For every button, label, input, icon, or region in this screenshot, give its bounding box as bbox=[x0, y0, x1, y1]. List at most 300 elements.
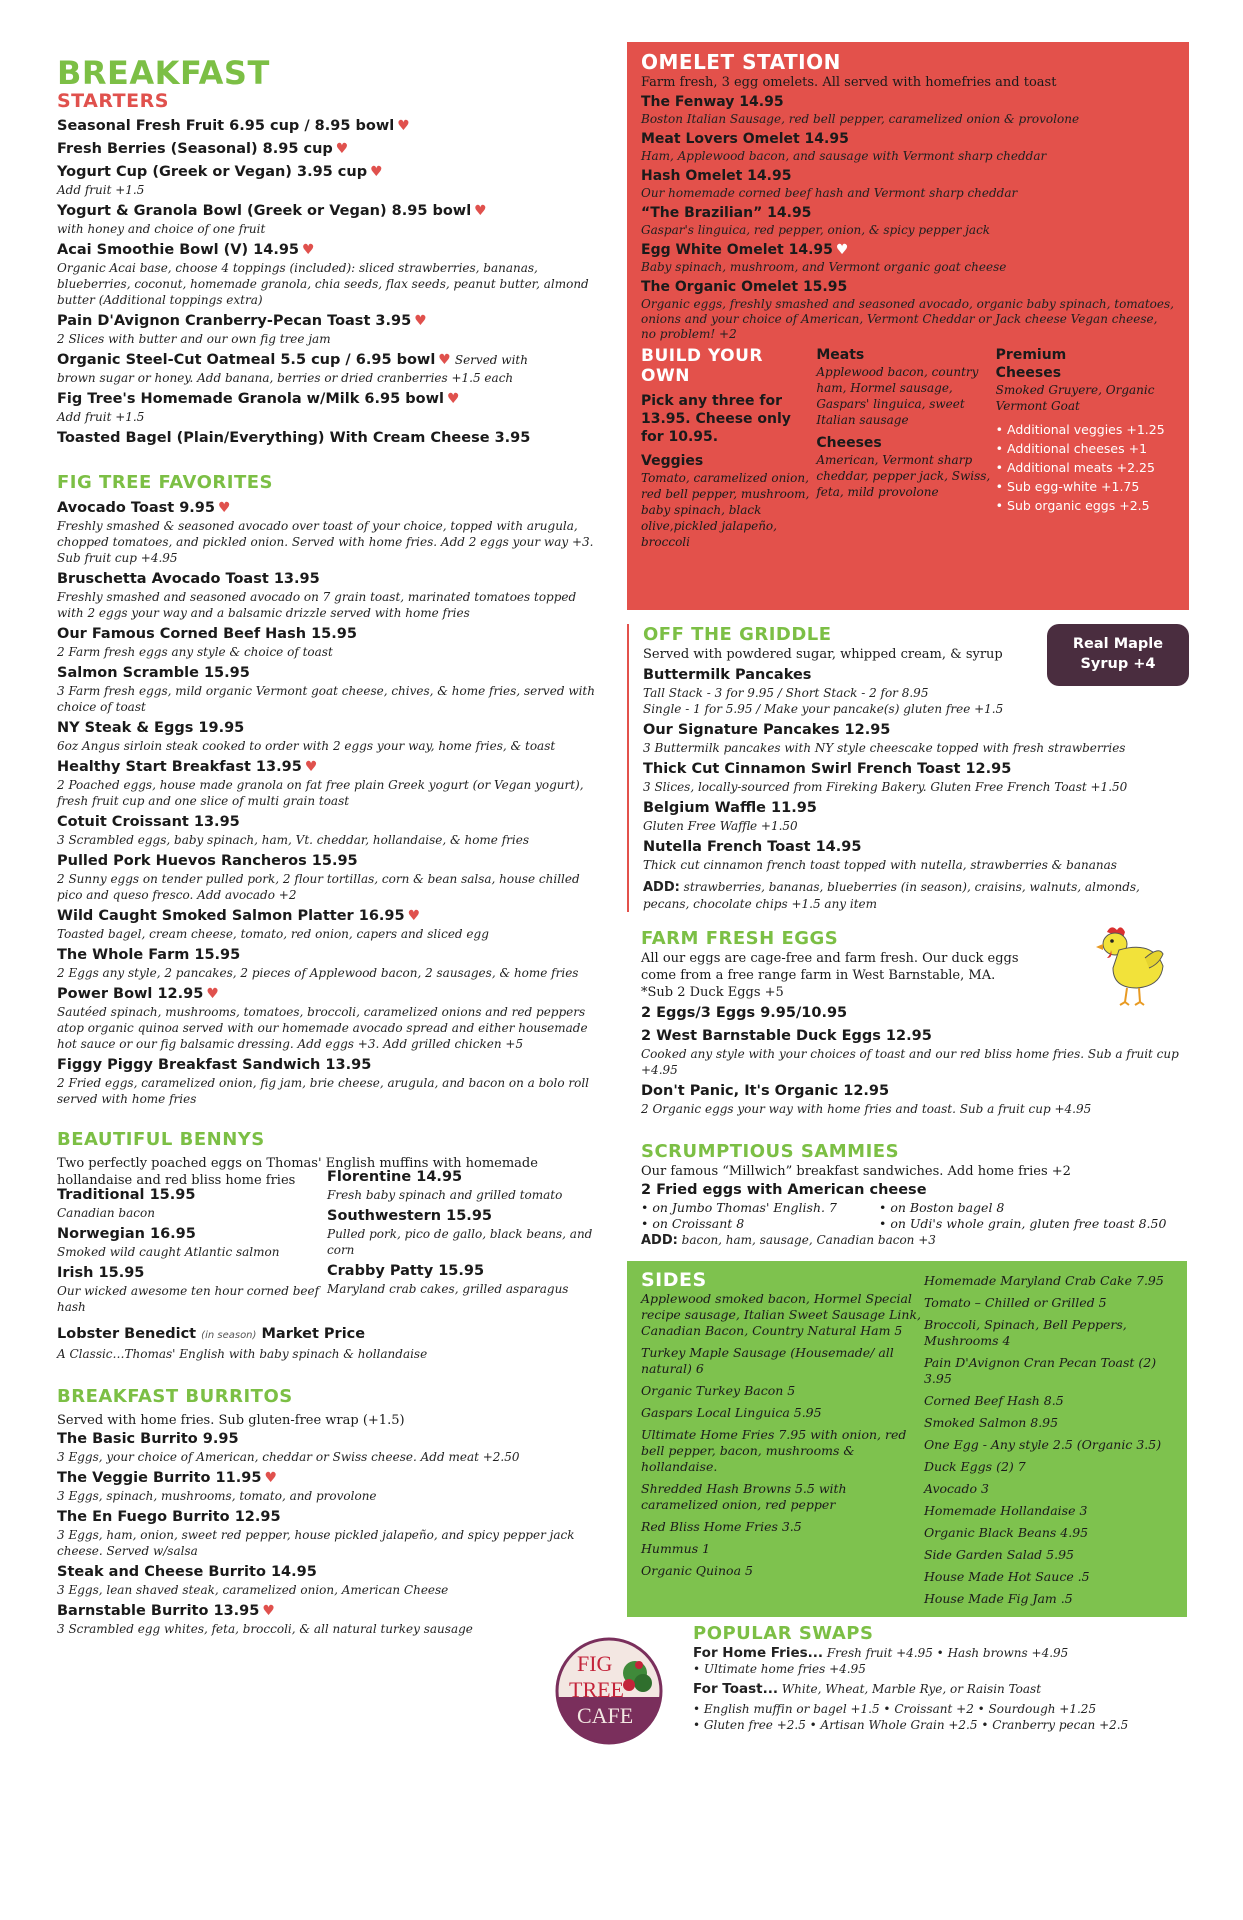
sammies-opt-2: • on Boston bagel 8 bbox=[879, 1200, 1005, 1215]
item-title: Power Bowl 12.95 bbox=[57, 986, 204, 1002]
item-name bbox=[57, 1055, 597, 1075]
menu-item bbox=[57, 139, 597, 159]
omelet-station-box bbox=[627, 42, 1189, 610]
bennys-left bbox=[57, 1185, 327, 1318]
item-desc: Gluten Free Waffle +1.50 bbox=[643, 819, 798, 833]
item-name bbox=[641, 278, 1175, 297]
heart-icon: ♥ bbox=[407, 908, 421, 924]
side-item: Homemade Hollandaise 3 bbox=[923, 1503, 1088, 1518]
item-name bbox=[57, 624, 597, 644]
item-name bbox=[641, 130, 1175, 149]
item-name bbox=[57, 984, 597, 1004]
premium-head: Premium Cheeses bbox=[995, 347, 1067, 381]
side-item: Homemade Maryland Crab Cake 7.95 bbox=[923, 1273, 1164, 1288]
item-name bbox=[57, 116, 597, 136]
cheeses-list: American, Vermont sharp cheddar, pepper jack, Swiss, feta, mild provolone bbox=[816, 453, 991, 499]
item-name bbox=[57, 1562, 597, 1582]
item-desc: Thick cut cinnamon french toast topped with nutella, strawberries & bananas bbox=[643, 858, 1117, 872]
menu-item bbox=[57, 389, 597, 425]
swaps-toast-opts-2: • Gluten free +2.5 • Artisan Whole Grain +2.5 • Cranberry pecan +2.5 bbox=[693, 1718, 1129, 1732]
item-desc: Sautéed spinach, mushrooms, tomatoes, broccoli, caramelized onions and red peppers atop organic quinoa served with our homemade avocado spread and either housemade hot sauce or our fig balsamic dressing. Add eggs +3. Add grilled chicken +5 bbox=[57, 1005, 588, 1051]
side-item: Smoked Salmon 8.95 bbox=[923, 1415, 1059, 1430]
veggies-head: Veggies bbox=[641, 453, 704, 469]
item-desc: 3 Buttermilk pancakes with NY style cheescake topped with fresh strawberries bbox=[643, 741, 1126, 755]
side-item: Ultimate Home Fries 7.95 with onion, red bell pepper, bacon, mushrooms & hollandaise. bbox=[641, 1427, 907, 1474]
menu-item bbox=[57, 569, 597, 621]
sammies-row-2 bbox=[641, 1216, 1189, 1232]
left-column bbox=[57, 56, 597, 1640]
menu-item bbox=[57, 718, 597, 754]
item-inline-desc: Served with bbox=[454, 353, 528, 367]
item-title: Belgium Waffle 11.95 bbox=[643, 800, 817, 816]
side-item: Organic Quinoa 5 bbox=[641, 1563, 753, 1578]
item-desc: Ham, Applewood bacon, and sausage with Vermont sharp cheddar bbox=[641, 149, 1047, 163]
heart-icon: ♥ bbox=[302, 242, 315, 258]
heart-icon: ♥ bbox=[335, 141, 349, 157]
extra-option: • Sub organic eggs +2.5 bbox=[995, 498, 1150, 513]
item-name bbox=[57, 1185, 327, 1205]
bennys-title: BEAUTIFUL BENNYS bbox=[57, 1129, 265, 1150]
maple-syrup-badge bbox=[1047, 624, 1189, 686]
item-desc: Tall Stack - 3 for 9.95 / Short Stack - 2 for 8.95 bbox=[643, 686, 929, 700]
griddle-intro: Served with powdered sugar, whipped cream, & syrup bbox=[643, 647, 1003, 662]
logo-tree: TREE bbox=[569, 1677, 624, 1702]
menu-item bbox=[57, 663, 597, 715]
side-item: Organic Black Beans 4.95 bbox=[923, 1525, 1089, 1540]
item-desc: Freshly smashed & seasoned avocado over toast of your choice, topped with arugula, chopped tomatoes, and pickled onion. Served with home fries. Add 2 eggs your way +3. Sub fruit cup +4.95 bbox=[57, 519, 594, 565]
sammies-title: SCRUMPTIOUS SAMMIES bbox=[641, 1141, 900, 1162]
item-name bbox=[643, 720, 1189, 740]
item-title: Our Famous Corned Beef Hash 15.95 bbox=[57, 626, 357, 642]
menu-item bbox=[57, 812, 597, 848]
item-desc: with honey and choice of one fruit bbox=[57, 222, 266, 236]
omelet-intro: Farm fresh, 3 egg omelets. All served with homefries and toast bbox=[641, 75, 1057, 90]
heart-icon: ♥ bbox=[304, 759, 318, 775]
item-title: Fig Tree's Homemade Granola w/Milk 6.95 bowl bbox=[57, 391, 444, 407]
chicken-icon bbox=[1089, 918, 1169, 1008]
item-desc: 3 Eggs, spinach, mushrooms, tomato, and provolone bbox=[57, 1489, 377, 1503]
menu-item bbox=[57, 1429, 597, 1465]
lobster-price: Market Price bbox=[261, 1326, 366, 1342]
sides-title: SIDES bbox=[641, 1269, 707, 1291]
menu-item bbox=[641, 278, 1175, 342]
item-title: Thick Cut Cinnamon Swirl French Toast 12.95 bbox=[643, 761, 1012, 777]
heart-icon: ♥ bbox=[370, 164, 383, 180]
burritos-title: BREAKFAST BURRITOS bbox=[57, 1386, 293, 1407]
item-name bbox=[57, 1224, 327, 1244]
item-desc: 3 Scrambled eggs, baby spinach, ham, Vt. cheddar, hollandaise, & home fries bbox=[57, 833, 529, 847]
sammies-intro: Our famous “Millwich” breakfast sandwiches. Add home fries +2 bbox=[641, 1164, 1071, 1179]
item-title: “The Brazilian” 14.95 bbox=[641, 205, 812, 221]
item-title: Florentine 14.95 bbox=[327, 1169, 463, 1185]
byo-col-premium bbox=[996, 346, 1175, 550]
eggs-list bbox=[641, 1003, 1189, 1117]
item-title: The Basic Burrito 9.95 bbox=[57, 1431, 239, 1447]
side-item: Avocado 3 bbox=[923, 1481, 989, 1496]
item-desc: 2 Farm fresh eggs any style & choice of toast bbox=[57, 645, 333, 659]
menu-item bbox=[57, 116, 597, 136]
griddle-list bbox=[643, 665, 1189, 873]
heart-icon: ♥ bbox=[446, 391, 460, 407]
heart-icon: ♥ bbox=[474, 203, 487, 219]
item-name bbox=[641, 241, 1175, 260]
item-name bbox=[641, 1026, 1189, 1046]
side-item: Broccoli, Spinach, Bell Peppers, Mushrooms 4 bbox=[923, 1317, 1127, 1348]
heart-icon: ♥ bbox=[397, 118, 410, 134]
item-desc: Maryland crab cakes, grilled asparagus bbox=[327, 1282, 569, 1296]
starters-list bbox=[57, 116, 597, 448]
item-title: 2 Eggs/3 Eggs 9.95/10.95 bbox=[641, 1005, 848, 1021]
item-desc: Smoked wild caught Atlantic salmon bbox=[57, 1245, 280, 1259]
item-title: Yogurt & Granola Bowl (Greek or Vegan) 8.95 bowl bbox=[57, 203, 472, 219]
side-item: Turkey Maple Sausage (Housemade/ all natural) 6 bbox=[641, 1345, 894, 1376]
item-title: Pain D'Avignon Cranberry-Pecan Toast 3.95 bbox=[57, 313, 412, 329]
swaps-fries-2: • Ultimate home fries +4.95 bbox=[693, 1662, 866, 1676]
menu-item bbox=[641, 93, 1175, 127]
item-name bbox=[57, 718, 597, 738]
item-title: Steak and Cheese Burrito 14.95 bbox=[57, 1564, 317, 1580]
item-title: Yogurt Cup (Greek or Vegan) 3.95 cup bbox=[57, 164, 368, 180]
badge-line1: Real Maple bbox=[1072, 636, 1164, 652]
item-desc: Cooked any style with your choices of toast and our red bliss home fries. Sub a fruit cup +4.95 bbox=[641, 1047, 1179, 1077]
menu-item bbox=[57, 757, 597, 809]
menu-item bbox=[643, 720, 1189, 756]
right-column bbox=[569, 42, 1189, 1773]
swaps-toast bbox=[693, 1681, 1193, 1697]
menu-item bbox=[57, 945, 597, 981]
item-name bbox=[57, 201, 597, 221]
item-title: Acai Smoothie Bowl (V) 14.95 bbox=[57, 242, 300, 258]
extra-option: • Additional cheeses +1 bbox=[995, 441, 1148, 456]
item-name bbox=[57, 1468, 597, 1488]
item-title: Norwegian 16.95 bbox=[57, 1226, 196, 1242]
item-desc: 2 Eggs any style, 2 pancakes, 2 pieces of Applewood bacon, 2 sausages, & home fries bbox=[57, 966, 579, 980]
item-title: The En Fuego Burrito 12.95 bbox=[57, 1509, 281, 1525]
menu-item bbox=[57, 350, 597, 386]
side-item: House Made Fig Jam .5 bbox=[923, 1591, 1073, 1606]
item-title: Southwestern 15.95 bbox=[327, 1208, 492, 1224]
item-title: Cotuit Croissant 13.95 bbox=[57, 814, 240, 830]
lobster-desc: A Classic…Thomas' English with baby spinach & hollandaise bbox=[57, 1347, 428, 1361]
item-desc: 2 Fried eggs, caramelized onion, fig jam, brie cheese, arugula, and bacon on a bolo roll served with home fries bbox=[57, 1076, 590, 1106]
sammies-row-1 bbox=[641, 1200, 1189, 1216]
eggs-sub: *Sub 2 Duck Eggs +5 bbox=[641, 985, 784, 1000]
item-name bbox=[57, 1601, 597, 1621]
side-item: Duck Eggs (2) 7 bbox=[923, 1459, 1026, 1474]
extra-option: • Additional meats +2.25 bbox=[995, 460, 1155, 475]
item-name bbox=[57, 139, 597, 159]
heart-icon: ♥ bbox=[206, 986, 219, 1002]
menu-item bbox=[643, 759, 1189, 795]
heart-icon: ♥ bbox=[262, 1603, 275, 1619]
menu-item bbox=[641, 130, 1175, 164]
item-title: Avocado Toast 9.95 bbox=[57, 500, 215, 516]
item-name bbox=[57, 350, 597, 370]
premium-list: Smoked Gruyere, Organic Vermont Goat bbox=[995, 383, 1155, 413]
byo-col-veggies bbox=[641, 346, 816, 550]
sammies-add bbox=[641, 1232, 1189, 1249]
item-name bbox=[57, 663, 597, 683]
menu-item bbox=[327, 1167, 597, 1203]
item-name bbox=[641, 1081, 1189, 1101]
item-name bbox=[57, 311, 597, 331]
menu-item bbox=[57, 624, 597, 660]
sammies-add-text: bacon, ham, sausage, Canadian bacon +3 bbox=[677, 1233, 936, 1247]
item-title: Salmon Scramble 15.95 bbox=[57, 665, 250, 681]
menu-item bbox=[641, 1081, 1189, 1117]
veggies-list: Tomato, caramelized onion, red bell pepper, mushroom, baby spinach, black olive,pickled jalapeño, broccoli bbox=[641, 471, 810, 549]
item-title: The Whole Farm 15.95 bbox=[57, 947, 241, 963]
item-name bbox=[57, 240, 597, 260]
menu-item bbox=[641, 204, 1175, 238]
sammies-opt-3: • on Croissant 8 bbox=[641, 1216, 745, 1231]
swaps-fries bbox=[693, 1645, 1193, 1661]
item-title: Toasted Bagel (Plain/Everything) With Cream Cheese 3.95 bbox=[57, 430, 531, 446]
sides-box bbox=[627, 1261, 1187, 1617]
sammies-add-label: ADD: bbox=[641, 1233, 678, 1248]
item-title: Wild Caught Smoked Salmon Platter 16.95 bbox=[57, 908, 405, 924]
burritos-list bbox=[57, 1429, 597, 1637]
logo-fig: FIG bbox=[577, 1651, 613, 1676]
sammies-section bbox=[627, 1141, 1189, 1249]
menu-item bbox=[641, 1026, 1189, 1078]
byo-title: BUILD YOUR OWN bbox=[641, 346, 763, 386]
menu-item bbox=[57, 906, 597, 942]
menu-item bbox=[57, 240, 597, 308]
side-item: Tomato – Chilled or Grilled 5 bbox=[923, 1295, 1107, 1310]
burritos-intro: Served with home fries. Sub gluten-free wrap (+1.5) bbox=[57, 1413, 405, 1428]
favorites-list bbox=[57, 498, 597, 1107]
item-title: Traditional 15.95 bbox=[57, 1187, 196, 1203]
swaps-toast-opts-1: • English muffin or bagel +1.5 • Croissant +2 • Sourdough +1.25 bbox=[693, 1702, 1097, 1716]
item-name bbox=[57, 1263, 327, 1283]
menu-item bbox=[57, 1562, 597, 1598]
fig-tree-cafe-logo bbox=[555, 1637, 663, 1745]
item-title: Egg White Omelet 14.95 bbox=[641, 242, 833, 258]
item-title: Buttermilk Pancakes bbox=[643, 667, 812, 683]
item-name bbox=[643, 798, 1189, 818]
side-item: Side Garden Salad 5.95 bbox=[923, 1547, 1074, 1562]
item-title: The Veggie Burrito 11.95 bbox=[57, 1470, 262, 1486]
item-name bbox=[57, 389, 597, 409]
lobster-benedict bbox=[57, 1324, 597, 1362]
item-title: Barnstable Burrito 13.95 bbox=[57, 1603, 260, 1619]
heart-icon: ♥ bbox=[414, 313, 427, 329]
sammies-opt-1: • on Jumbo Thomas' English. 7 bbox=[641, 1200, 837, 1215]
logo-cafe: CAFE bbox=[577, 1703, 634, 1728]
menu-item bbox=[57, 428, 597, 448]
item-title: 2 West Barnstable Duck Eggs 12.95 bbox=[641, 1028, 932, 1044]
lobster-name: Lobster Benedict bbox=[57, 1326, 197, 1342]
side-item: Pain D'Avignon Cran Pecan Toast (2) 3.95 bbox=[923, 1355, 1157, 1386]
item-desc: 6oz Angus sirloin steak cooked to order with 2 eggs your way, home fries, & toast bbox=[57, 739, 556, 753]
side-item: One Egg - Any style 2.5 (Organic 3.5) bbox=[923, 1437, 1162, 1452]
menu-item bbox=[643, 837, 1189, 873]
item-name bbox=[57, 812, 597, 832]
item-name bbox=[57, 498, 597, 518]
item-title: Nutella French Toast 14.95 bbox=[643, 839, 862, 855]
menu-item bbox=[57, 851, 597, 903]
swaps-fries-label: For Home Fries... bbox=[693, 1645, 824, 1661]
item-desc: Toasted bagel, cream cheese, tomato, red onion, capers and sliced egg bbox=[57, 927, 489, 941]
item-name bbox=[643, 759, 1189, 779]
menu-item bbox=[641, 167, 1175, 201]
griddle-add bbox=[643, 879, 1183, 912]
item-name bbox=[327, 1167, 597, 1187]
eggs-title: FARM FRESH EGGS bbox=[641, 928, 839, 949]
item-desc: 3 Eggs, your choice of American, cheddar or Swiss cheese. Add meat +2.50 bbox=[57, 1450, 520, 1464]
item-title: Pulled Pork Huevos Rancheros 15.95 bbox=[57, 853, 358, 869]
menu-item bbox=[57, 1224, 327, 1260]
item-desc: Organic eggs, freshly smashed and seasoned avocado, organic baby spinach, tomatoes, onions and your choice of American, Vermont Cheddar or Jack cheese Vegan cheese, no problem! +2 bbox=[641, 297, 1174, 341]
bennys-intro: Two perfectly poached eggs on Thomas' English muffins with homemade hollandaise and red bliss home fries bbox=[57, 1156, 538, 1188]
item-title: Organic Steel-Cut Oatmeal 5.5 cup / 6.95 bowl bbox=[57, 352, 436, 368]
item-desc: Add fruit +1.5 bbox=[57, 410, 145, 424]
item-title: The Fenway 14.95 bbox=[641, 94, 784, 110]
item-title: The Organic Omelet 15.95 bbox=[641, 279, 848, 295]
build-your-own bbox=[641, 346, 1175, 550]
item-title: Our Signature Pancakes 12.95 bbox=[643, 722, 891, 738]
heart-icon: ♥ bbox=[438, 352, 451, 368]
menu-item bbox=[57, 1263, 327, 1315]
breakfast-title: BREAKFAST bbox=[57, 54, 270, 92]
side-item: Red Bliss Home Fries 3.5 bbox=[641, 1519, 802, 1534]
menu-item bbox=[57, 1468, 597, 1504]
side-item: Shredded Hash Browns 5.5 with caramelized onion, red pepper bbox=[641, 1481, 847, 1512]
item-desc: Add fruit +1.5 bbox=[57, 183, 145, 197]
item-title: Figgy Piggy Breakfast Sandwich 13.95 bbox=[57, 1057, 372, 1073]
item-desc: 2 Slices with butter and our own fig tree jam bbox=[57, 332, 331, 346]
omelet-list bbox=[641, 93, 1175, 342]
item-desc: Gaspar's linguica, red pepper, onion, & spicy pepper jack bbox=[641, 223, 991, 237]
menu-item bbox=[57, 201, 597, 237]
eggs-section bbox=[627, 928, 1189, 1117]
item-desc: Pulled pork, pico de gallo, black beans, and corn bbox=[327, 1227, 593, 1257]
menu-item bbox=[57, 1185, 327, 1221]
menu-item bbox=[57, 1055, 597, 1107]
item-name bbox=[327, 1206, 597, 1226]
badge-line2: Syrup +4 bbox=[1080, 656, 1156, 672]
item-desc: 2 Poached eggs, house made granola on fat free plain Greek yogurt (or Vegan yogurt), fresh fruit cup and one slice of multi grain toast bbox=[57, 778, 584, 808]
item-title: Bruschetta Avocado Toast 13.95 bbox=[57, 571, 320, 587]
lobster-season: (in season) bbox=[201, 1330, 257, 1341]
item-desc: Fresh baby spinach and grilled tomato bbox=[327, 1188, 563, 1202]
item-name bbox=[641, 93, 1175, 112]
griddle-section bbox=[627, 624, 1189, 912]
item-desc: 3 Scrambled egg whites, feta, broccoli, & all natural turkey sausage bbox=[57, 1622, 473, 1636]
menu-item bbox=[327, 1261, 597, 1297]
eggs-intro: All our eggs are cage-free and farm fresh. Our duck eggs come from a free range farm in West Barnstable, MA. bbox=[641, 951, 1019, 983]
menu-item bbox=[57, 1507, 597, 1559]
item-desc: Freshly smashed and seasoned avocado on 7 grain toast, marinated tomatoes topped with 2 eggs your way and a balsamic drizzle served with home fries bbox=[57, 590, 577, 620]
side-item: Organic Turkey Bacon 5 bbox=[641, 1383, 796, 1398]
side-item: Hummus 1 bbox=[641, 1541, 711, 1556]
heart-icon: ♥ bbox=[264, 1470, 277, 1486]
item-title: Don't Panic, It's Organic 12.95 bbox=[641, 1083, 890, 1099]
item-title: Crabby Patty 15.95 bbox=[327, 1263, 485, 1279]
omelet-title: OMELET STATION bbox=[641, 50, 841, 74]
item-desc-2: Single - 1 for 5.95 / Make your pancake(s) gluten free +1.5 bbox=[643, 702, 1004, 716]
menu-item bbox=[57, 162, 597, 198]
bennys-right bbox=[327, 1167, 597, 1318]
menu-item bbox=[327, 1206, 597, 1258]
item-desc: Boston Italian Sausage, red bell pepper, caramelized onion & provolone bbox=[641, 112, 1080, 126]
item-desc: Our wicked awesome ten hour corned beef hash bbox=[57, 1284, 320, 1314]
item-name bbox=[57, 851, 597, 871]
side-item: Gaspars Local Linguica 5.95 bbox=[641, 1405, 822, 1420]
meats-head: Meats bbox=[816, 347, 865, 363]
item-name bbox=[57, 428, 597, 448]
item-desc: 2 Sunny eggs on tender pulled pork, 2 flour tortillas, corn & bean salsa, house chilled pico and queso fresco. Add avocado +2 bbox=[57, 872, 580, 902]
item-name bbox=[57, 757, 597, 777]
sammies-opt-4: • on Udi's whole grain, gluten free toast 8.50 bbox=[879, 1216, 1167, 1231]
byo-pick: Pick any three for 13.95. Cheese only for 10.95. bbox=[641, 393, 791, 445]
favorites-title: FIG TREE FAVORITES bbox=[57, 472, 273, 493]
menu-item bbox=[641, 241, 1175, 275]
item-desc: 3 Eggs, ham, onion, sweet red pepper, house pickled jalapeño, and spicy pepper jack cheese. Served w/salsa bbox=[57, 1528, 575, 1558]
item-name bbox=[57, 906, 597, 926]
item-name bbox=[641, 204, 1175, 223]
item-title: Irish 15.95 bbox=[57, 1265, 145, 1281]
item-name bbox=[643, 837, 1189, 857]
sides-right-list bbox=[924, 1269, 1173, 1609]
byo-col-meats bbox=[816, 346, 995, 550]
item-desc: Our homemade corned beef hash and Vermont sharp cheddar bbox=[641, 186, 1018, 200]
griddle-add-label: ADD: bbox=[643, 880, 680, 895]
side-item: Applewood smoked bacon, Hormel Special recipe sausage, Italian Sweet Sausage Link, Canadian Bacon, Country Natural Ham 5 bbox=[641, 1291, 922, 1338]
item-title: Healthy Start Breakfast 13.95 bbox=[57, 759, 302, 775]
starters-title: STARTERS bbox=[57, 90, 169, 112]
extra-option: • Additional veggies +1.25 bbox=[995, 422, 1165, 437]
item-name bbox=[57, 1429, 597, 1449]
item-title: Seasonal Fresh Fruit 6.95 cup / 8.95 bowl bbox=[57, 118, 395, 134]
item-desc: 3 Farm fresh eggs, mild organic Vermont goat cheese, chives, & home fries, served with choice of toast bbox=[57, 684, 595, 714]
item-name bbox=[57, 569, 597, 589]
extra-option: • Sub egg-white +1.75 bbox=[995, 479, 1140, 494]
menu-item bbox=[57, 311, 597, 347]
swaps-section bbox=[693, 1623, 1193, 1733]
heart-icon: ♥ bbox=[218, 500, 231, 516]
item-title: Hash Omelet 14.95 bbox=[641, 168, 792, 184]
extras-list bbox=[996, 420, 1175, 515]
sides-left-list bbox=[641, 1291, 924, 1579]
item-desc: Organic Acai base, choose 4 toppings (included): sliced strawberries, bananas, blueberries, coconut, homemade granola, chia seeds, flax seeds, peanut butter, almond butter (Additional toppings extra) bbox=[57, 261, 589, 307]
griddle-title: OFF THE GRIDDLE bbox=[643, 624, 832, 645]
griddle-add-text: strawberries, bananas, blueberries (in season), craisins, walnuts, almonds, pecans, chocolate chips +1.5 any item bbox=[643, 880, 1140, 911]
side-item: Corned Beef Hash 8.5 bbox=[923, 1393, 1064, 1408]
menu-item bbox=[57, 984, 597, 1052]
item-desc: 3 Eggs, lean shaved steak, caramelized onion, American Cheese bbox=[57, 1583, 449, 1597]
menu-item bbox=[643, 798, 1189, 834]
item-desc: 2 Organic eggs your way with home fries and toast. Sub a fruit cup +4.95 bbox=[641, 1102, 1092, 1116]
swaps-toast-label: For Toast... bbox=[693, 1681, 778, 1697]
item-desc: brown sugar or honey. Add banana, berries or dried cranberries +1.5 each bbox=[57, 371, 514, 385]
item-desc: Canadian bacon bbox=[57, 1206, 155, 1220]
sides-left bbox=[641, 1269, 924, 1609]
item-name bbox=[327, 1261, 597, 1281]
item-title: Fresh Berries (Seasonal) 8.95 cup bbox=[57, 141, 333, 157]
item-title: Meat Lovers Omelet 14.95 bbox=[641, 131, 849, 147]
item-name bbox=[641, 167, 1175, 186]
item-desc: Baby spinach, mushroom, and Vermont organic goat cheese bbox=[641, 260, 1007, 274]
item-name bbox=[57, 162, 597, 182]
item-title: NY Steak & Eggs 19.95 bbox=[57, 720, 245, 736]
meats-list: Applewood bacon, country ham, Hormel sausage, Gaspars' linguica, sweet Italian sausage bbox=[816, 365, 979, 427]
menu-item bbox=[57, 1601, 597, 1637]
sammies-head: 2 Fried eggs with American cheese bbox=[641, 1182, 927, 1198]
item-desc: 3 Slices, locally-sourced from Fireking Bakery. Gluten Free French Toast +1.50 bbox=[643, 780, 1128, 794]
cheeses-head: Cheeses bbox=[816, 435, 882, 451]
